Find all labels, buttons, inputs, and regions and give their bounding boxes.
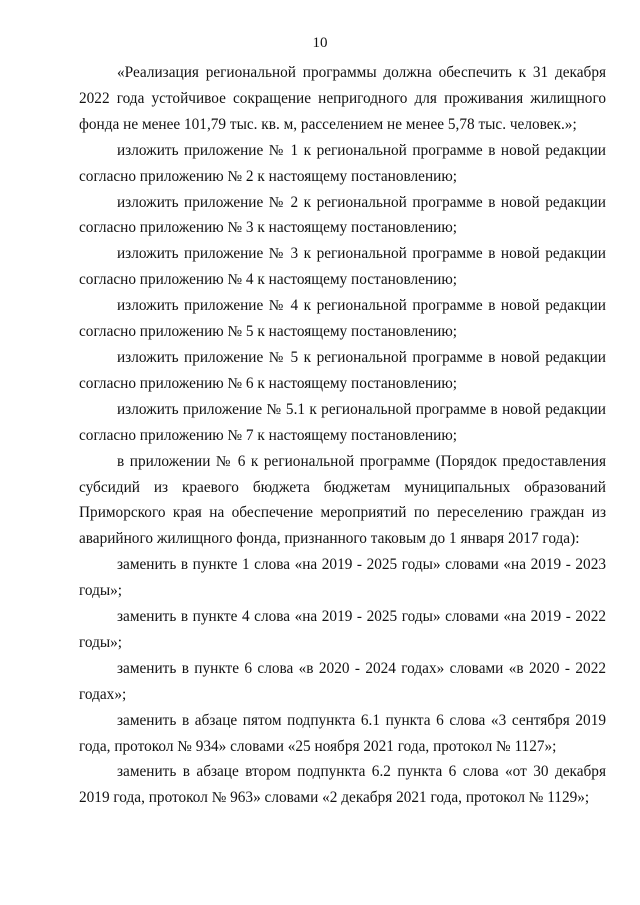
paragraph-appendix-6-intro: в приложении № 6 к региональной программе (Порядок предоставления субсидий из краевого бюджета бюджетам муниципальных образований Приморского края на обеспечение мероприятий по переселению граждан из аварийного жилищного фонда, признанного таковым до 1 января 2017 года): [79,452,606,548]
paragraph-replace-point-4: заменить в пункте 4 слова «на 2019 - 2025 годы» словами «на 2019 - 2022 годы»; [79,608,606,651]
page-number: 10 [312,35,328,51]
paragraph-replace-point-6: заменить в пункте 6 слова «в 2020 - 2024 годах» словами «в 2020 - 2022 годах»; [79,659,606,703]
paragraph-appendix-4: изложить приложение № 4 к региональной программе в новой редакции согласно приложению № 5 к настоящему постановлению; [79,297,606,341]
paragraph-appendix-5-1: изложить приложение № 5.1 к региональной программе в новой редакции согласно приложению № 7 к настоящему постановлению; [79,400,606,444]
paragraph-appendix-1: изложить приложение № 1 к региональной программе в новой редакции согласно приложению № 2 к настоящему постановлению; [79,141,606,185]
paragraph-appendix-5: изложить приложение № 5 к региональной программе в новой редакции согласно приложению № 6 к настоящему постановлению; [79,348,606,392]
paragraph-replace-subpoint-6-1: заменить в абзаце пятом подпункта 6.1 пункта 6 слова «3 сентября 2019 года, протокол № 934» словами «25 ноября 2021 года, протокол № 1127»; [79,711,606,755]
paragraph-program-target: «Реализация региональной программы должна обеспечить к 31 декабря 2022 года устойчивое сокращение непригодного для проживания жилищного фонда не менее 101,79 тыс. кв. м, расселением не менее 5,78 тыс. человек.»; [79,64,606,133]
paragraph-replace-subpoint-6-2: заменить в абзаце втором подпункта 6.2 пункта 6 слова «от 30 декабря 2019 года, протокол № 963» словами «2 декабря 2021 года, протокол № 1129»; [79,763,606,807]
paragraph-replace-point-1: заменить в пункте 1 слова «на 2019 - 2025 годы» словами «на 2019 - 2023 годы»; [79,556,606,600]
document-body [79,60,606,811]
paragraph-appendix-2: изложить приложение № 2 к региональной программе в новой редакции согласно приложению № 3 к настоящему постановлению; [79,193,606,237]
paragraph-appendix-3: изложить приложение № 3 к региональной программе в новой редакции согласно приложению № 4 к настоящему постановлению; [79,245,606,289]
